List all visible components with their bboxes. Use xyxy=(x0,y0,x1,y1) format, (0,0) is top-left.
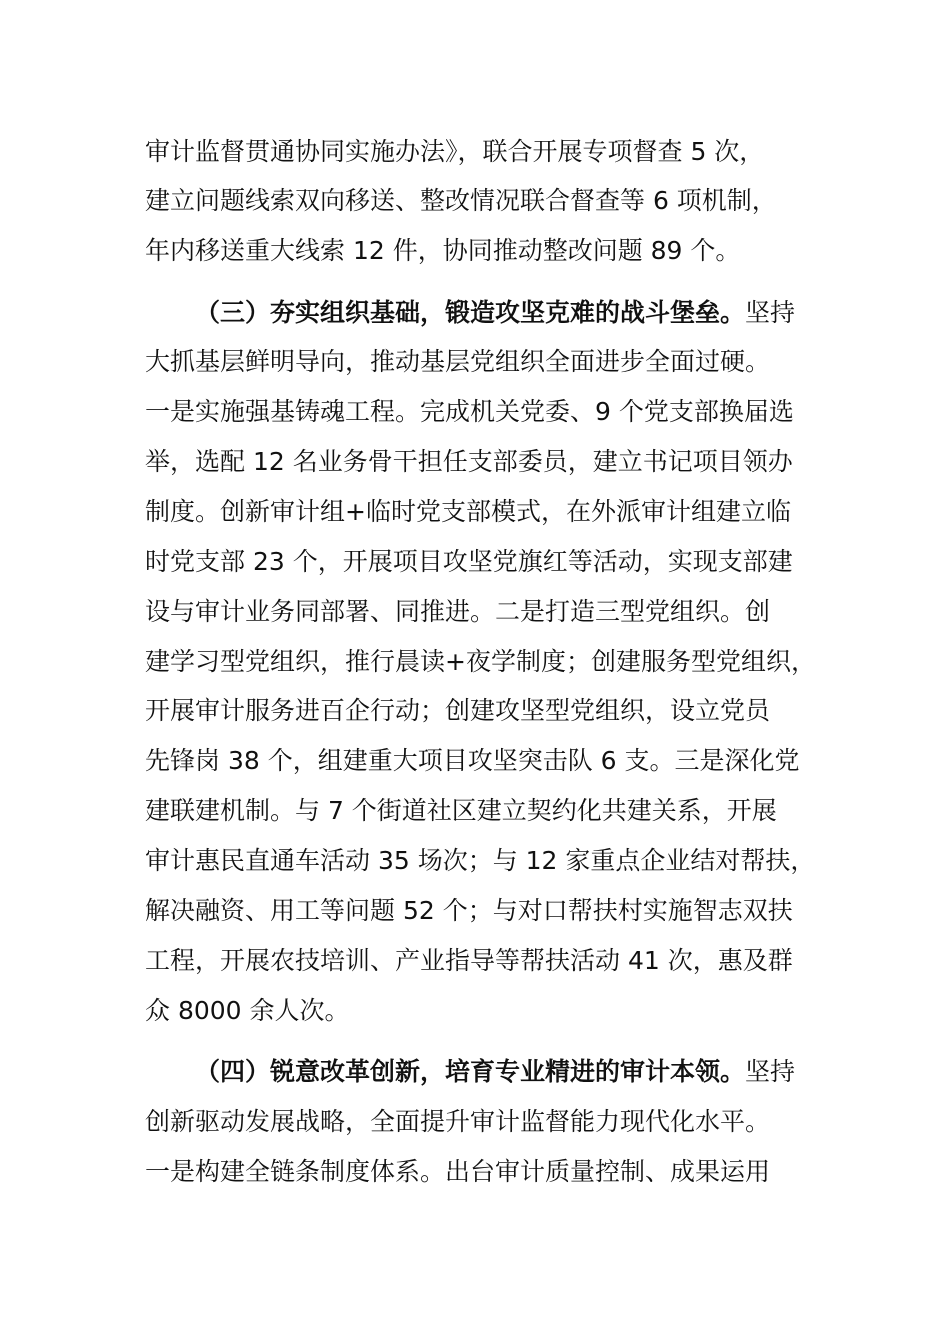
section-3-first-line-rest: 坚持 xyxy=(745,298,796,327)
text-line: 年内移送重大线索 12 件，协同推动整改问题 89 个。 xyxy=(145,236,741,265)
section-4-first-line xyxy=(195,1057,795,1087)
text-line: 审计监督贯通协同实施办法》，联合开展专项督查 5 次， xyxy=(145,137,765,166)
text-line: 举，选配 12 名业务骨干担任支部委员，建立书记项目领办 xyxy=(145,447,793,476)
text-line: 建学习型党组织，推行晨读+夜学制度；创建服务型党组织， xyxy=(145,647,816,676)
text-line: 创新驱动发展战略，全面提升审计监督能力现代化水平。 xyxy=(145,1107,771,1136)
text-line: 开展审计服务进百企行动；创建攻坚型党组织，设立党员 xyxy=(145,696,771,725)
text-line: 建联建机制。与 7 个街道社区建立契约化共建关系，开展 xyxy=(145,796,777,825)
section-4-heading: （四）锐意改革创新，培育专业精进的审计本领。 xyxy=(195,1057,746,1086)
section-4-first-line-rest: 坚持 xyxy=(745,1057,796,1086)
text-line: 工程，开展农技培训、产业指导等帮扶活动 41 次，惠及群 xyxy=(145,946,793,975)
text-line: 设与审计业务同部署、同推进。二是打造三型党组织。创 xyxy=(145,597,771,626)
text-line: 一是实施强基铸魂工程。完成机关党委、9 个党支部换届选 xyxy=(145,397,794,426)
text-line: 先锋岗 38 个，组建重大项目攻坚突击队 6 支。三是深化党 xyxy=(145,746,800,775)
text-line: 时党支部 23 个，开展项目攻坚党旗红等活动，实现支部建 xyxy=(145,547,793,576)
text-line: 众 8000 余人次。 xyxy=(145,996,350,1025)
text-line: 大抓基层鲜明导向，推动基层党组织全面进步全面过硬。 xyxy=(145,347,771,376)
text-line: 建立问题线索双向移送、整改情况联合督查等 6 项机制， xyxy=(145,186,777,215)
text-line: 一是构建全链条制度体系。出台审计质量控制、成果运用 xyxy=(145,1157,771,1186)
text-line: 制度。创新审计组+临时党支部模式，在外派审计组建立临 xyxy=(145,497,791,526)
text-line: 审计惠民直通车活动 35 场次；与 12 家重点企业结对帮扶， xyxy=(145,846,816,875)
section-3-heading: （三）夯实组织基础，锻造攻坚克难的战斗堡垒。 xyxy=(195,298,746,327)
section-3-first-line xyxy=(195,298,795,328)
text-line: 解决融资、用工等问题 52 个；与对口帮扶村实施智志双扶 xyxy=(145,896,793,925)
